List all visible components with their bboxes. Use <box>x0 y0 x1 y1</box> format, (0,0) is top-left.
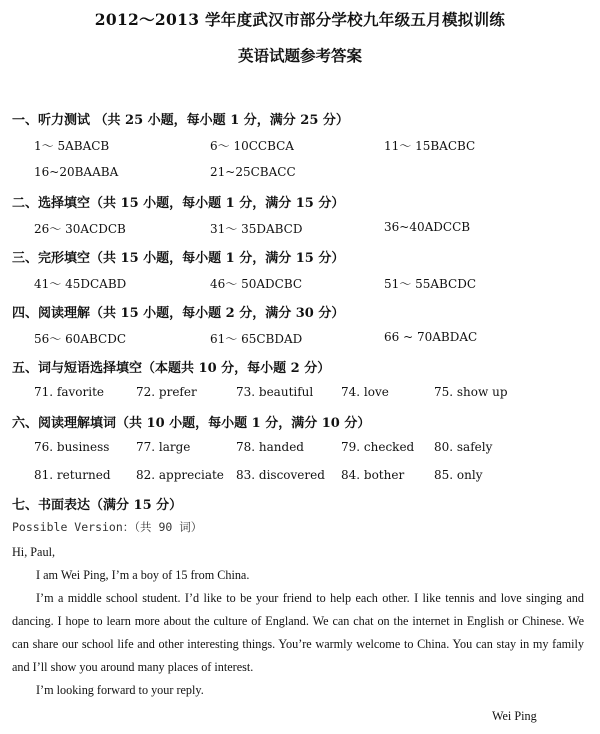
answer-item: 81. returned <box>34 468 111 482</box>
model-essay <box>12 541 584 702</box>
section-heading-listening: 一、听力测试 （共 25 小题，每小题 1 分，满分 25 分） <box>12 113 349 128</box>
answer-item: 83. discovered <box>236 468 325 482</box>
answer-group: 41～ 45DCABD <box>34 277 127 291</box>
document-subtitle: 英语试题参考答案 <box>237 46 362 65</box>
answer-item: 85. only <box>434 468 483 482</box>
essay-paragraph: I am Wei Ping, I’m a boy of 15 from China. <box>36 568 250 582</box>
answer-item: 72. prefer <box>136 385 197 399</box>
answer-group: 1～ 5ABACB <box>34 139 110 153</box>
section-heading-word-choice: 五、词与短语选择填空（本题共 10 分，每小题 2 分） <box>12 361 331 376</box>
answer-item: 79. checked <box>341 440 415 454</box>
section-heading-writing: 七、书面表达（满分 15 分） <box>12 498 183 513</box>
answer-group: 36~40ADCCB <box>384 220 471 234</box>
answer-group: 6～ 10CCBCA <box>210 139 294 153</box>
answer-item: 82. appreciate <box>136 468 224 482</box>
answer-group: 31～ 35DABCD <box>210 222 303 236</box>
answer-item: 80. safely <box>434 440 493 454</box>
essay-paragraph: I’m a middle school student. I’d like to be your friend to help each other. I like tennis and love singing and dancing. I hope to learn more about the culture of England. We can chat on the internet in English or Chinese. We can share our school life and other interesting things. You’re warmly welcome to China. You can stay in my family and I’ll show you around many places of interest. <box>12 591 584 674</box>
answer-item: 73. beautiful <box>236 385 314 399</box>
section-heading-reading: 四、阅读理解（共 15 小题，每小题 2 分，满分 30 分） <box>12 306 345 321</box>
answer-item: 84. bother <box>341 468 405 482</box>
section-heading-cloze: 三、完形填空（共 15 小题，每小题 1 分，满分 15 分） <box>12 251 345 266</box>
answer-group: 21~25CBACC <box>210 165 296 179</box>
answer-item: 75. show up <box>434 385 508 399</box>
answer-item: 78. handed <box>236 440 304 454</box>
answer-group: 26～ 30ACDCB <box>34 222 126 236</box>
answer-group: 51～ 55ABCDC <box>384 277 477 291</box>
essay-signature: Wei Ping <box>492 709 537 723</box>
essay-greeting: Hi, Paul, <box>12 545 55 559</box>
answer-item: 71. favorite <box>34 385 104 399</box>
answer-group: 66 ~ 70ABDAC <box>384 330 478 344</box>
answer-item: 74. love <box>341 385 389 399</box>
answer-group: 11～ 15BACBC <box>384 139 476 153</box>
answer-group: 46～ 50ADCBC <box>210 277 303 291</box>
section-heading-multiple-choice: 二、选择填空（共 15 小题，每小题 1 分，满分 15 分） <box>12 196 345 211</box>
answer-group: 16~20BAABA <box>34 165 119 179</box>
essay-paragraph: I’m looking forward to your reply. <box>36 683 204 697</box>
answer-group: 56～ 60ABCDC <box>34 332 127 346</box>
document-title: 2012～2013 学年度武汉市部分学校九年级五月模拟训练 <box>94 10 506 29</box>
answer-item: 76. business <box>34 440 110 454</box>
answer-group: 61～ 65CBDAD <box>210 332 303 346</box>
section-heading-fill-in: 六、阅读理解填词（共 10 小题，每小题 1 分，满分 10 分） <box>12 416 371 431</box>
possible-version-label: Possible Version：（共 90 词） <box>12 520 203 534</box>
answer-item: 77. large <box>136 440 191 454</box>
